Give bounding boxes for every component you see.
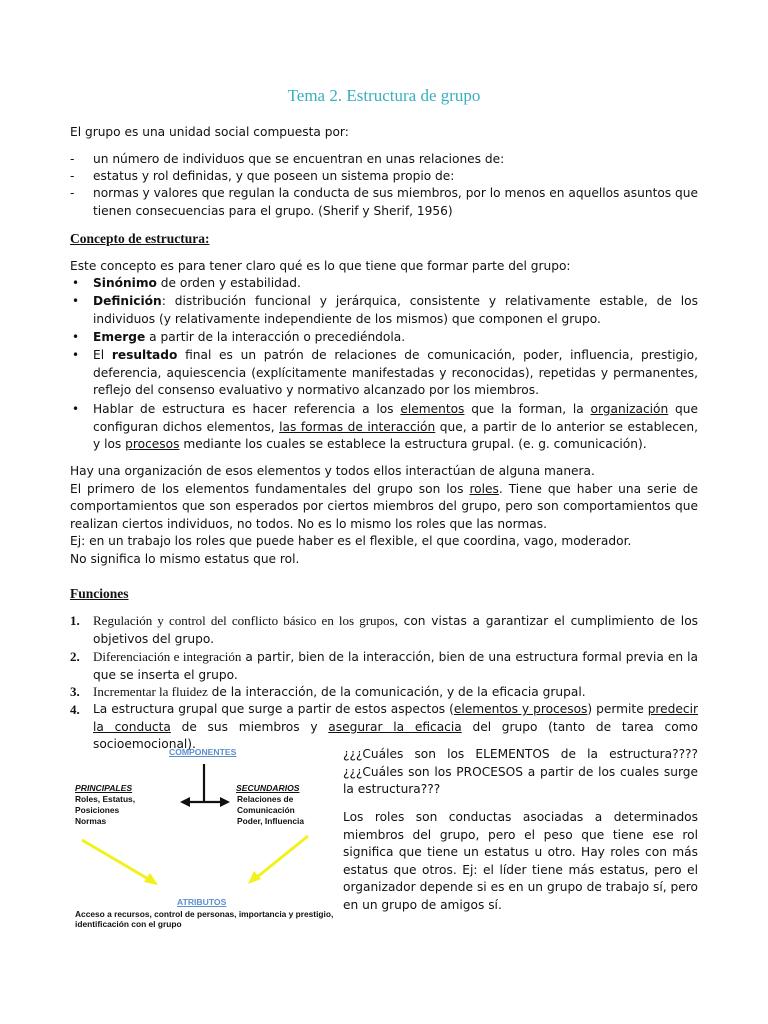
intro-lead: El grupo es una unidad social compuesta por: (70, 125, 349, 139)
bullet-marker: • (72, 402, 80, 416)
intro-item: normas y valores que regulan la conducta de sus miembros, por lo menos en aquellos asuntos que tienen consecuencias para el grupo. (Sherif y Sherif, 1956) (93, 186, 698, 218)
atributos-label: ATRIBUTOS (177, 897, 227, 907)
yellow-arrow-left (82, 840, 150, 880)
dash-marker: - (70, 169, 75, 183)
funcion-item: Incrementar la fluidez de la interacción, de la comunicación, y de la eficacia grupal. (93, 684, 586, 699)
principales-item: Normas (75, 816, 107, 826)
section-heading-funciones: Funciones (70, 586, 129, 601)
intro-item: estatus y rol definidas, y que poseen un sistema propio de: (93, 169, 455, 183)
right-arrowhead (220, 797, 230, 807)
secundarios-item: Relaciones de (237, 794, 294, 804)
atributos-text: identificación con el grupo (75, 919, 182, 929)
questions-paragraph: ¿¿¿Cuáles son los ELEMENTOS de la estructura???? ¿¿¿Cuáles son los PROCESOS a partir de los cuales surge la estructura??? (343, 747, 698, 797)
bullet-marker: • (72, 294, 80, 308)
componentes-label: COMPONENTES (169, 747, 237, 757)
secundarios-item: Comunicación (237, 805, 295, 815)
principales-item: Roles, Estatus, (75, 794, 136, 804)
bullet-item: Definición: distribución funcional y jerárquica, consistente y relativamente estable, de los individuos (y relativamente independiente de los mismos) que componen el grupo. (93, 294, 698, 326)
left-arrowhead (180, 797, 190, 807)
dash-marker: - (70, 186, 75, 200)
bullet-marker: • (72, 348, 80, 362)
list-number: 4. (70, 702, 80, 717)
list-number: 1. (70, 613, 80, 628)
funcion-item: Diferenciación e integración a partir, bien de la interacción, bien de una estructura formal previa en la que se inserta el grupo. (93, 649, 699, 682)
principales-item: Posiciones (75, 805, 120, 815)
funcion-item: Regulación y control del conflicto básico en los grupos, con vistas a garantizar el cumplimiento de los objetivos del grupo. (93, 613, 699, 646)
principales-label: PRINCIPALES (75, 783, 133, 793)
bullet-marker: • (72, 276, 80, 290)
intro-item: un número de individuos que se encuentran en unas relaciones de: (93, 152, 505, 166)
atributos-text: Acceso a recursos, control de personas, importancia y prestigio, (75, 909, 334, 919)
secundarios-item: Poder, Influencia (237, 816, 305, 826)
secundarios-label: SECUNDARIOS (236, 783, 300, 793)
yellow-arrowhead-left (144, 873, 158, 885)
bullet-item: Hablar de estructura es hacer referencia a los elementos que la forman, la organización que configuran dichos elementos, las formas de interacción que, a partir de lo anterior se establecen, y los procesos mediante los cuales se establece la estructura grupal. (e. g. comunicación). (93, 402, 698, 452)
dash-marker: - (70, 152, 75, 166)
body-paragraph: Hay una organización de esos elementos y todos ellos interactúan de alguna manera. El primero de los elementos fundamentales del grupo son los roles. Tiene que haber una serie de comportamientos que son esperados por ciertos miembros del grupo, pero son comportamientos que realizan ciertos individuos, no todos. No es lo mismo los roles que las normas. Ej: en un trabajo los roles que puede haber es el flexible, el que coordina, vago, moderador. No significa lo mismo estatus que rol. (70, 464, 698, 566)
funcion-item: La estructura grupal que surge a partir de estos aspectos (elementos y procesos) permite predecir la conducta de sus miembros y asegurar la eficacia del grupo (tanto de tarea como socioemocional). (93, 702, 698, 752)
page-title: Tema 2. Estructura de grupo (287, 86, 481, 105)
componentes-diagram (60, 742, 340, 934)
concepto-lead: Este concepto es para tener claro qué es lo que tiene que formar parte del grupo: (70, 259, 571, 273)
section-heading-concepto: Concepto de estructura: (70, 231, 210, 246)
roles-paragraph: Los roles son conductas asociadas a determinados miembros del grupo, pero el peso que tiene ese rol significa que tiene un estatus u otro. Hay roles con más estatus que otros. Ej: el líder tiene más estatus, pero el organizador depende si es en un grupo de trabajo sí, pero en un grupo de amigos sí. (343, 810, 698, 912)
list-number: 2. (70, 649, 80, 664)
bullet-marker: • (72, 330, 80, 344)
bullet-item: El resultado final es un patrón de relaciones de comunicación, poder, influencia, prestigio, deferencia, aquiescencia (explícitamente manifestadas y reconocidas), repetidas y permanentes, reflejo del consenso evaluativo y normativo alcanzado por los miembros. (93, 348, 698, 398)
yellow-arrowhead-right (248, 871, 261, 884)
list-number: 3. (70, 684, 80, 699)
bullet-item: Emerge a partir de la interacción o precediéndola. (93, 330, 406, 344)
bullet-item: Sinónimo de orden y estabilidad. (93, 276, 301, 290)
yellow-arrow-right (256, 836, 308, 878)
